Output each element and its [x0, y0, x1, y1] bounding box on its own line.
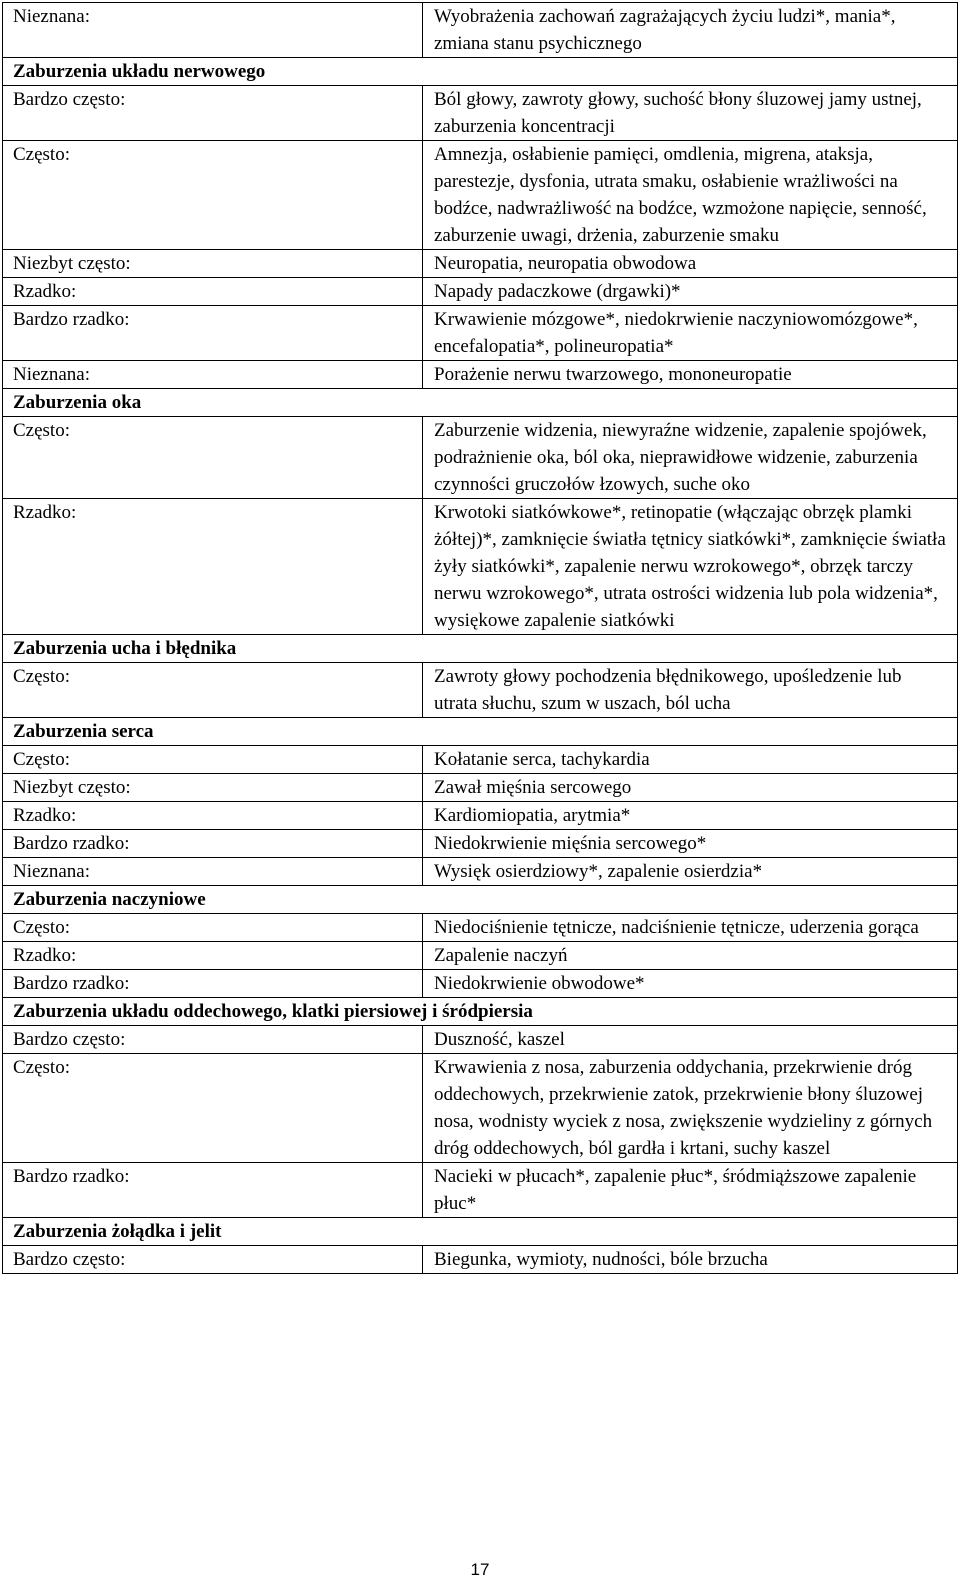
- section-header-row: [3, 635, 958, 663]
- description-cell: Zaburzenie widzenia, niewyraźne widzenie, zapalenie spojówek, podrażnienie oka, ból oka, nieprawidłowe widzenie, zaburzenia czynności gruczołów łzowych, suche oko: [423, 417, 958, 499]
- description-cell: Ból głowy, zawroty głowy, suchość błony śluzowej jamy ustnej, zaburzenia koncentracji: [423, 86, 958, 141]
- table-body: [3, 3, 958, 1274]
- frequency-cell: Często:: [3, 417, 423, 499]
- section-title: Zaburzenia naczyniowe: [3, 886, 958, 914]
- section-title: Zaburzenia układu oddechowego, klatki piersiowej i śródpiersia: [3, 998, 958, 1026]
- section-title: Zaburzenia oka: [3, 389, 958, 417]
- frequency-cell: Nieznana:: [3, 858, 423, 886]
- description-cell: Porażenie nerwu twarzowego, mononeuropatie: [423, 361, 958, 389]
- frequency-cell: Bardzo rzadko:: [3, 1163, 423, 1218]
- frequency-cell: Nieznana:: [3, 361, 423, 389]
- description-cell: Krwawienia z nosa, zaburzenia oddychania, przekrwienie dróg oddechowych, przekrwienie zatok, przekrwienie błony śluzowej nosa, wodnisty wyciek z nosa, zwiększenie wydzieliny z górnych dróg oddechowych, ból gardła i krtani, suchy kaszel: [423, 1054, 958, 1163]
- description-cell: Zawał mięśnia sercowego: [423, 774, 958, 802]
- description-cell: Wyobrażenia zachowań zagrażających życiu ludzi*, mania*, zmiana stanu psychicznego: [423, 3, 958, 58]
- description-cell: Niedokrwienie mięśnia sercowego*: [423, 830, 958, 858]
- frequency-cell: Bardzo często:: [3, 1246, 423, 1274]
- frequency-cell: Rzadko:: [3, 802, 423, 830]
- section-header-row: [3, 998, 958, 1026]
- frequency-cell: Często:: [3, 141, 423, 250]
- description-cell: Nacieki w płucach*, zapalenie płuc*, śródmiąższowe zapalenie płuc*: [423, 1163, 958, 1218]
- table-row: [3, 361, 958, 389]
- table-row: [3, 1163, 958, 1218]
- frequency-cell: Często:: [3, 1054, 423, 1163]
- description-cell: Wysięk osierdziowy*, zapalenie osierdzia*: [423, 858, 958, 886]
- page-number: 17: [470, 1560, 490, 1579]
- description-cell: Biegunka, wymioty, nudności, bóle brzucha: [423, 1246, 958, 1274]
- description-cell: Kołatanie serca, tachykardia: [423, 746, 958, 774]
- table-row: [3, 250, 958, 278]
- table-row: [3, 774, 958, 802]
- section-title: Zaburzenia ucha i błędnika: [3, 635, 958, 663]
- table-row: [3, 914, 958, 942]
- section-title: Zaburzenia żołądka i jelit: [3, 1218, 958, 1246]
- frequency-cell: Bardzo często:: [3, 86, 423, 141]
- table-row: [3, 1054, 958, 1163]
- description-cell: Amnezja, osłabienie pamięci, omdlenia, migrena, ataksja, parestezje, dysfonia, utrata smaku, osłabienie wrażliwości na bodźce, nadwrażliwość na bodźce, wzmożone napięcie, senność, zaburzenie uwagi, drżenia, zaburzenie smaku: [423, 141, 958, 250]
- table-row: [3, 858, 958, 886]
- table-row: [3, 663, 958, 718]
- section-title: Zaburzenia serca: [3, 718, 958, 746]
- frequency-cell: Bardzo rzadko:: [3, 306, 423, 361]
- frequency-cell: Często:: [3, 914, 423, 942]
- description-cell: Krwotoki siatkówkowe*, retinopatie (włączając obrzęk plamki żółtej)*, zamknięcie światła tętnicy siatkówki*, zamknięcie światła żyły siatkówki*, zapalenie nerwu wzrokowego*, obrzęk tarczy nerwu wzrokowego*, utrata ostrości widzenia lub pola widzenia*, wysiękowe zapalenie siatkówki: [423, 499, 958, 635]
- description-cell: Niedociśnienie tętnicze, nadciśnienie tętnicze, uderzenia gorąca: [423, 914, 958, 942]
- section-header-row: [3, 718, 958, 746]
- description-cell: Krwawienie mózgowe*, niedokrwienie naczyniowomózgowe*, encefalopatia*, polineuropatia*: [423, 306, 958, 361]
- description-cell: Zapalenie naczyń: [423, 942, 958, 970]
- table-row: [3, 278, 958, 306]
- table-row: [3, 86, 958, 141]
- table-row: [3, 499, 958, 635]
- frequency-cell: Rzadko:: [3, 942, 423, 970]
- section-header-row: [3, 389, 958, 417]
- table-row: [3, 3, 958, 58]
- section-header-row: [3, 58, 958, 86]
- description-cell: Napady padaczkowe (drgawki)*: [423, 278, 958, 306]
- table-row: [3, 802, 958, 830]
- adverse-effects-table: [2, 2, 958, 1274]
- frequency-cell: Bardzo rzadko:: [3, 830, 423, 858]
- frequency-cell: Bardzo rzadko:: [3, 970, 423, 998]
- description-cell: Duszność, kaszel: [423, 1026, 958, 1054]
- table-row: [3, 1246, 958, 1274]
- table-row: [3, 942, 958, 970]
- frequency-cell: Często:: [3, 746, 423, 774]
- frequency-cell: Rzadko:: [3, 499, 423, 635]
- frequency-cell: Bardzo często:: [3, 1026, 423, 1054]
- table-row: [3, 1026, 958, 1054]
- table-row: [3, 141, 958, 250]
- frequency-cell: Niezbyt często:: [3, 250, 423, 278]
- table-row: [3, 306, 958, 361]
- section-header-row: [3, 1218, 958, 1246]
- section-title: Zaburzenia układu nerwowego: [3, 58, 958, 86]
- description-cell: Neuropatia, neuropatia obwodowa: [423, 250, 958, 278]
- description-cell: Zawroty głowy pochodzenia błędnikowego, upośledzenie lub utrata słuchu, szum w uszach, ból ucha: [423, 663, 958, 718]
- frequency-cell: Niezbyt często:: [3, 774, 423, 802]
- section-header-row: [3, 886, 958, 914]
- frequency-cell: Nieznana:: [3, 3, 423, 58]
- frequency-cell: Rzadko:: [3, 278, 423, 306]
- description-cell: Niedokrwienie obwodowe*: [423, 970, 958, 998]
- description-cell: Kardiomiopatia, arytmia*: [423, 802, 958, 830]
- table-row: [3, 417, 958, 499]
- frequency-cell: Często:: [3, 663, 423, 718]
- table-row: [3, 970, 958, 998]
- table-row: [3, 830, 958, 858]
- table-row: [3, 746, 958, 774]
